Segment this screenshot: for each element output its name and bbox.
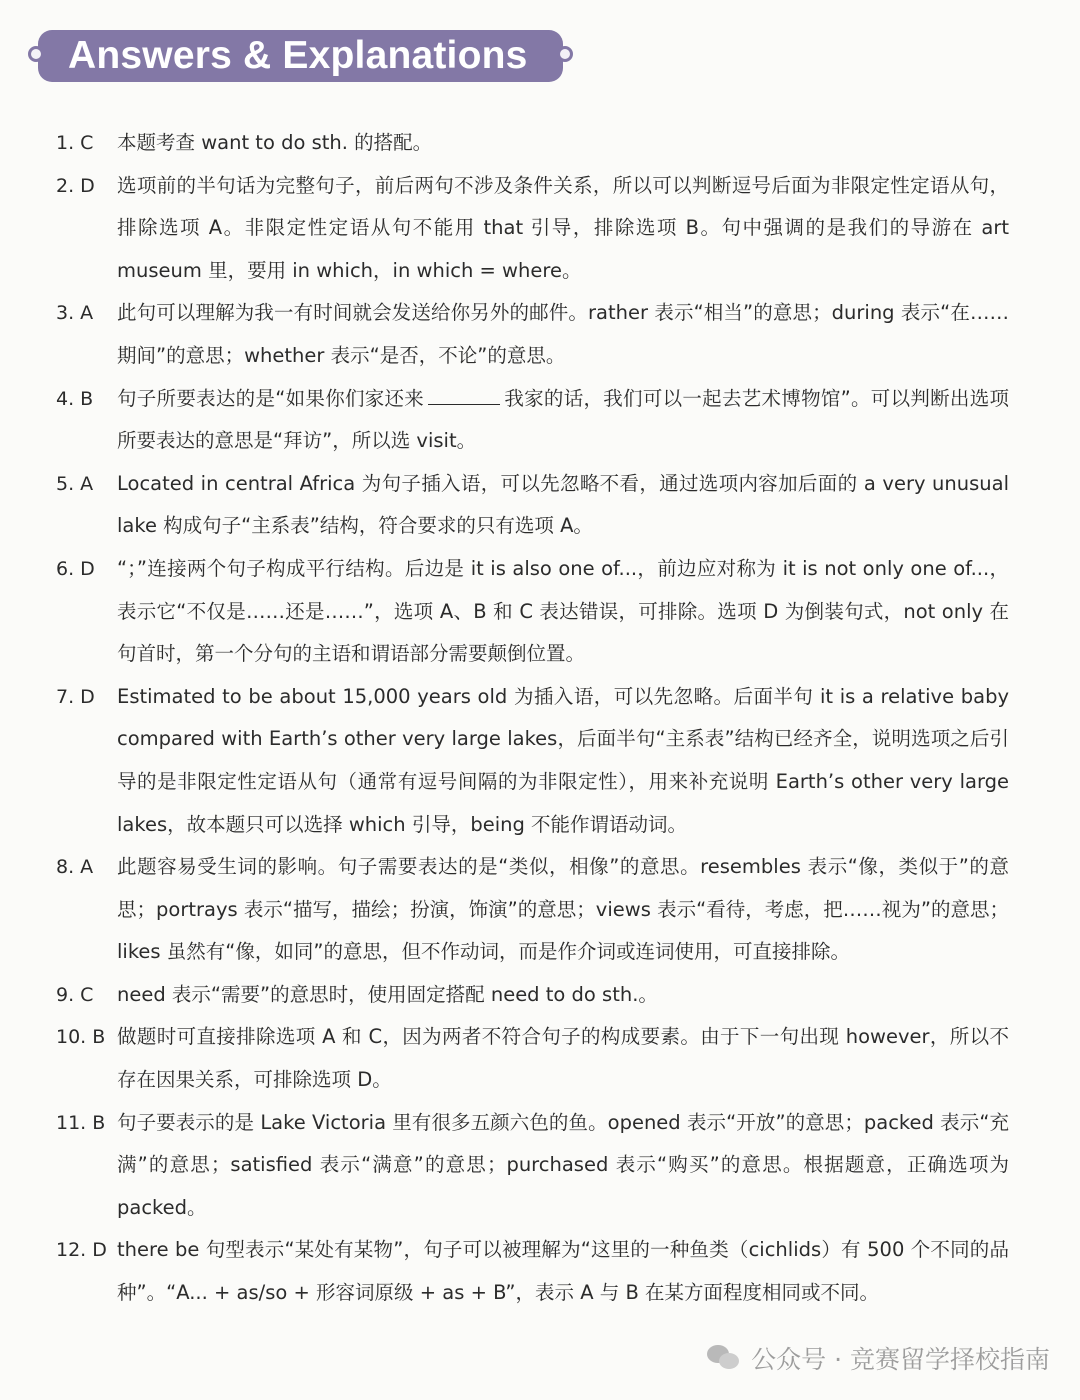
page-title: Answers & Explanations (68, 34, 528, 77)
answer-number: 8. A (56, 856, 94, 879)
answer-number: 12. D (56, 1239, 107, 1262)
answer-number: 7. D (56, 685, 95, 708)
watermark (707, 1338, 1050, 1378)
answer-item-11 (0, 1102, 1080, 1230)
answer-number: 2. D (56, 174, 95, 197)
answer-number: 6. D (56, 557, 95, 580)
answer-number: 11. B (56, 1111, 106, 1134)
answer-item-2 (0, 165, 1080, 293)
wechat-icon (707, 1343, 741, 1373)
section-title-banner (28, 30, 573, 82)
answer-item-3 (0, 292, 1080, 377)
answer-item-8 (0, 846, 1080, 974)
answer-explanation: need 表示“需要”的意思时，使用固定搭配 need to do sth.。 (117, 982, 658, 1006)
answer-item-12 (0, 1229, 1080, 1314)
answer-number: 4. B (56, 387, 94, 410)
answer-item-10 (0, 1016, 1080, 1101)
answer-number: 10. B (56, 1026, 106, 1049)
answer-number: 3. A (56, 302, 94, 325)
watermark-text: 公众号 · 竞赛留学择校指南 (751, 1345, 1050, 1374)
answer-number: 1. C (56, 132, 94, 154)
answer-number: 9. C (56, 983, 94, 1006)
answer-explanation: 本题考查 want to do sth. 的搭配。 (117, 131, 433, 154)
answer-explanation: there be 句型表示“某处有某物”，句子可以被理解为“这里的一种鱼类（cichlids）有 500 个不同的品种”。“A... + as/so + 形容词原级 + as + B”，表示 A 与 B 在某方面程度相同或不同。 (117, 1238, 1009, 1305)
answer-number: 5. A (56, 472, 94, 495)
answer-explanation: 句子要表示的是 Lake Victoria 里有很多五颜六色的鱼。opened 表示“开放”的意思；packed 表示“充满”的意思；satisfied 表示“满意”的意思；purchased 表示“购买”的意思。根据题意，正确选项为 packed。 (117, 1110, 1009, 1219)
answer-item-4 (0, 378, 1080, 463)
answer-item-7 (0, 676, 1080, 846)
answer-explanation: 选项前的半句话为完整句子，前后两句不涉及条件关系，所以可以判断逗号后面为非限定性定语从句，排除选项 A。非限定性定语从句不能用 that 引导，排除选项 B。句中强调的是我们的导游在 art museum 里，要用 in which，in which = where。 (117, 173, 1009, 282)
answer-explanation: 做题时可直接排除选项 A 和 C，因为两者不符合句子的构成要素。由于下一句出现 however，所以不存在因果关系，可排除选项 D。 (117, 1025, 1009, 1092)
answer-item-9 (0, 974, 1080, 1017)
explanation-part-after-blank: 我家的话，我们可以一起去艺术博物馆”。可以判断出选项所要表达的意思是“拜访”，所以选 visit。 (117, 386, 1009, 453)
right-dot-ornament (557, 46, 573, 62)
answer-explanation: Estimated to be about 15,000 years old 为插入语，可以先忽略。后面半句 it is a relative baby compared with Earth’s other very large lakes，后面半句“主系表”结构已经齐全，说明选项之后引导的是非限定性定语从句（通常有逗号间隔的为非限定性），用来补充说明 Earth’s other very large lakes，故本题只可以选择 which 引导，being 不能作谓语动词。 (117, 684, 1009, 836)
answer-explanation: 此句可以理解为我一有时间就会发送给你另外的邮件。rather 表示“相当”的意思；during 表示“在……期间”的意思；whether 表示“是否，不论”的意思。 (117, 301, 1009, 367)
fill-in-blank (428, 384, 500, 405)
answers-list (0, 122, 1080, 1315)
explanation-part-before-blank: 句子所要表达的是“如果你们家还来 (117, 386, 425, 410)
answer-explanation: “；”连接两个句子构成平行结构。后边是 it is also one of...，前边应对称为 it is not only one of...，表示它“不仅是……还是……”，选项 A、B 和 C 表达错误，可排除。选项 D 为倒装句式，not only 在句首时，第一个分句的主语和谓语部分需要颠倒位置。 (117, 556, 1009, 666)
left-dot-ornament (28, 46, 44, 62)
answer-explanation: Located in central Africa 为句子插入语，可以先忽略不看，通过选项内容加后面的 a very unusual lake 构成句子“主系表”结构，符合要求的只有选项 A。 (117, 471, 1009, 538)
answer-item-5 (0, 463, 1080, 548)
answer-item-1 (0, 122, 1080, 165)
answer-explanation: 此题容易受生词的影响。句子需要表达的是“类似，相像”的意思。resembles 表示“像，类似于”的意思；portrays 表示“描写，描绘；扮演，饰演”的意思；views 表示“看待，考虑，把……视为”的意思；likes 虽然有“像，如同”的意思，但不作动词，而是作介词或连词使用，可直接排除。 (117, 855, 1009, 964)
answer-item-6 (0, 548, 1080, 676)
answer-explanation (117, 378, 1009, 463)
